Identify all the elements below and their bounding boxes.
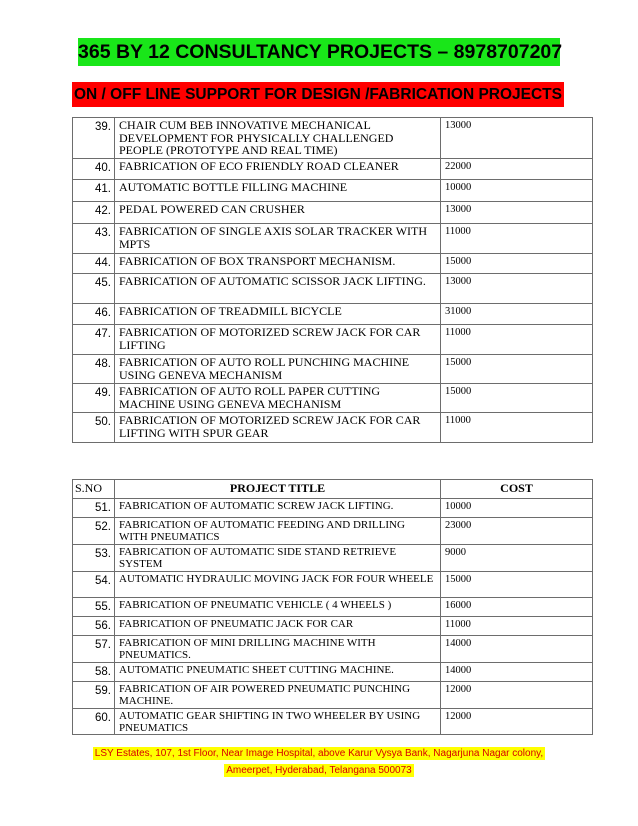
- table-row: [73, 224, 593, 254]
- row-number: 47.: [73, 325, 115, 355]
- table-row: [73, 325, 593, 355]
- row-number: 45.: [73, 274, 115, 304]
- project-title: FABRICATION OF AUTOMATIC FEEDING AND DRILLING WITH PNEUMATICS: [115, 518, 441, 545]
- table-row: [73, 636, 593, 663]
- address-footer: [0, 745, 638, 779]
- page-title: 365 BY 12 CONSULTANCY PROJECTS – 8978707207: [78, 38, 560, 66]
- table-row: [73, 663, 593, 682]
- projects-table-1: [72, 117, 593, 443]
- projects-table-2: [72, 479, 593, 735]
- project-title: PEDAL POWERED CAN CRUSHER: [115, 202, 441, 224]
- project-cost: 10000: [441, 180, 593, 202]
- row-number: 56.: [73, 617, 115, 636]
- column-header-cost: COST: [441, 480, 593, 499]
- project-cost: 15000: [441, 254, 593, 274]
- column-header-title: PROJECT TITLE: [115, 480, 441, 499]
- project-title: FABRICATION OF SINGLE AXIS SOLAR TRACKER WITH MPTS: [115, 224, 441, 254]
- row-number: 40.: [73, 159, 115, 180]
- project-title: AUTOMATIC PNEUMATIC SHEET CUTTING MACHINE.: [115, 663, 441, 682]
- table-row: [73, 598, 593, 617]
- project-cost: 11000: [441, 617, 593, 636]
- table-row: [73, 499, 593, 518]
- project-title: FABRICATION OF AUTOMATIC SCISSOR JACK LIFTING.: [115, 274, 441, 304]
- table-row: [73, 384, 593, 413]
- row-number: 39.: [73, 118, 115, 159]
- row-number: 53.: [73, 545, 115, 572]
- row-number: 52.: [73, 518, 115, 545]
- project-cost: 13000: [441, 274, 593, 304]
- project-cost: 10000: [441, 499, 593, 518]
- project-cost: 15000: [441, 384, 593, 413]
- project-cost: 11000: [441, 224, 593, 254]
- project-cost: 11000: [441, 325, 593, 355]
- project-title: FABRICATION OF BOX TRANSPORT MECHANISM.: [115, 254, 441, 274]
- row-number: 43.: [73, 224, 115, 254]
- row-number: 41.: [73, 180, 115, 202]
- project-cost: 31000: [441, 304, 593, 325]
- table-row: [73, 572, 593, 598]
- project-title: AUTOMATIC HYDRAULIC MOVING JACK FOR FOUR WHEELE: [115, 572, 441, 598]
- project-cost: 12000: [441, 709, 593, 735]
- project-cost: 13000: [441, 118, 593, 159]
- project-title: FABRICATION OF MOTORIZED SCREW JACK FOR CAR LIFTING WITH SPUR GEAR: [115, 413, 441, 443]
- project-title: FABRICATION OF TREADMILL BICYCLE: [115, 304, 441, 325]
- table-row: [73, 202, 593, 224]
- project-cost: 14000: [441, 663, 593, 682]
- table-row: [73, 159, 593, 180]
- project-title: FABRICATION OF AUTOMATIC SCREW JACK LIFTING.: [115, 499, 441, 518]
- row-number: 54.: [73, 572, 115, 598]
- project-cost: 12000: [441, 682, 593, 709]
- project-title: FABRICATION OF MOTORIZED SCREW JACK FOR CAR LIFTING: [115, 325, 441, 355]
- column-header-sno: S.NO: [73, 480, 115, 499]
- table-row: [73, 355, 593, 384]
- row-number: 60.: [73, 709, 115, 735]
- project-title: FABRICATION OF MINI DRILLING MACHINE WITH PNEUMATICS.: [115, 636, 441, 663]
- project-cost: 15000: [441, 355, 593, 384]
- project-title: FABRICATION OF AUTO ROLL PAPER CUTTING MACHINE USING GENEVA MECHANISM: [115, 384, 441, 413]
- row-number: 44.: [73, 254, 115, 274]
- project-title: FABRICATION OF PNEUMATIC VEHICLE ( 4 WHEELS ): [115, 598, 441, 617]
- project-title: CHAIR CUM BEB INNOVATIVE MECHANICAL DEVELOPMENT FOR PHYSICALLY CHALLENGED PEOPLE (PROTOTYPE AND REAL TIME): [115, 118, 441, 159]
- table-row: [73, 413, 593, 443]
- project-title: AUTOMATIC GEAR SHIFTING IN TWO WHEELER BY USING PNEUMATICS: [115, 709, 441, 735]
- project-cost: 22000: [441, 159, 593, 180]
- table-row: [73, 682, 593, 709]
- table-row: [73, 617, 593, 636]
- table-row: [73, 118, 593, 159]
- row-number: 57.: [73, 636, 115, 663]
- table-row: [73, 518, 593, 545]
- table-header-row: [73, 480, 593, 499]
- row-number: 42.: [73, 202, 115, 224]
- table-row: [73, 709, 593, 735]
- row-number: 48.: [73, 355, 115, 384]
- table-row: [73, 180, 593, 202]
- row-number: 58.: [73, 663, 115, 682]
- table-row: [73, 545, 593, 572]
- project-cost: 9000: [441, 545, 593, 572]
- project-title: AUTOMATIC BOTTLE FILLING MACHINE: [115, 180, 441, 202]
- project-cost: 14000: [441, 636, 593, 663]
- project-title: FABRICATION OF AUTO ROLL PUNCHING MACHINE USING GENEVA MECHANISM: [115, 355, 441, 384]
- row-number: 50.: [73, 413, 115, 443]
- project-cost: 11000: [441, 413, 593, 443]
- project-title: FABRICATION OF AIR POWERED PNEUMATIC PUNCHING MACHINE.: [115, 682, 441, 709]
- page-subtitle: ON / OFF LINE SUPPORT FOR DESIGN /FABRICATION PROJECTS: [72, 82, 564, 107]
- table-row: [73, 304, 593, 325]
- address-line-1: LSY Estates, 107, 1st Floor, Near Image Hospital, above Karur Vysya Bank, Nagarjuna Nagar colony,: [94, 748, 544, 759]
- table-row: [73, 254, 593, 274]
- project-title: FABRICATION OF AUTOMATIC SIDE STAND RETRIEVE SYSTEM: [115, 545, 441, 572]
- row-number: 49.: [73, 384, 115, 413]
- address-line-2: Ameerpet, Hyderabad, Telangana 500073: [226, 765, 412, 776]
- row-number: 59.: [73, 682, 115, 709]
- row-number: 55.: [73, 598, 115, 617]
- row-number: 46.: [73, 304, 115, 325]
- project-title: FABRICATION OF PNEUMATIC JACK FOR CAR: [115, 617, 441, 636]
- table-row: [73, 274, 593, 304]
- project-cost: 16000: [441, 598, 593, 617]
- project-cost: 15000: [441, 572, 593, 598]
- project-cost: 23000: [441, 518, 593, 545]
- project-cost: 13000: [441, 202, 593, 224]
- row-number: 51.: [73, 499, 115, 518]
- project-title: FABRICATION OF ECO FRIENDLY ROAD CLEANER: [115, 159, 441, 180]
